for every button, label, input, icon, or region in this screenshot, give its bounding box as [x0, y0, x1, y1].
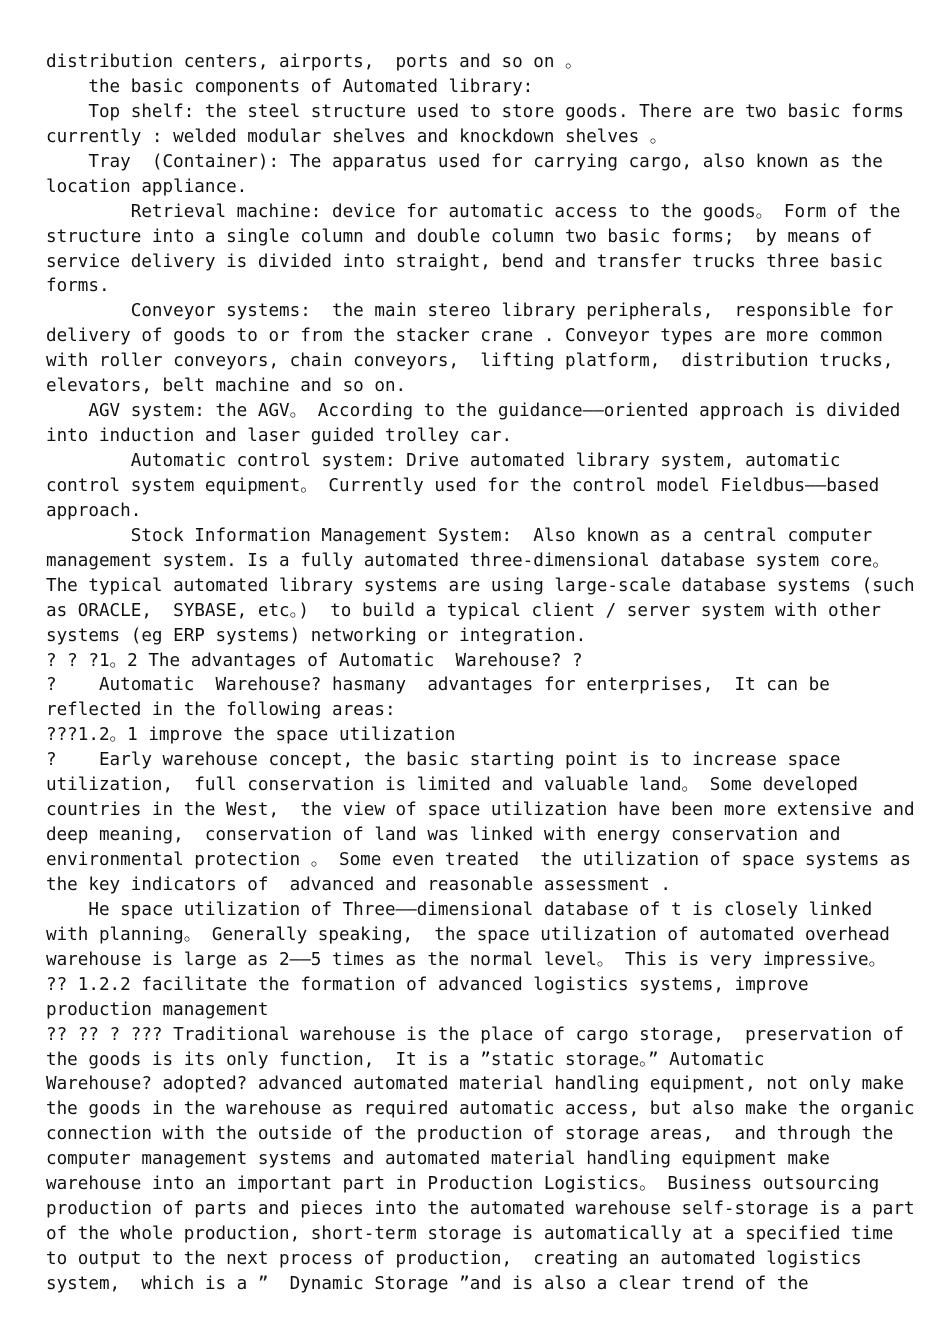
text-line: Tray (Container): The apparatus used for carrying cargo, also known as the [46, 151, 883, 172]
text-line: Automatic control system: Drive automated library system, automatic [46, 451, 841, 471]
text-line: Top shelf: the steel structure used to store goods. There are two basic forms [46, 101, 904, 122]
text-line: delivery of goods to or from the stacker crane . Conveyor types are more common [46, 326, 883, 347]
text-line: production of parts and pieces into the automated warehouse self-storage is a part [46, 1199, 915, 1220]
text-line: to output to the next process of production, creating an automated logistics [46, 1249, 862, 1269]
text-line: Warehouse? adopted? advanced automated material handling equipment, not only make [46, 1074, 904, 1095]
text-line: control system equipment。 Currently used for the control model Fieldbus——based [46, 475, 880, 496]
text-line: computer management systems and automated material handling equipment make [46, 1149, 830, 1170]
text-line: ? Automatic Warehouse? hasmany advantages for enterprises, It can be [46, 675, 830, 696]
text-line: service delivery is divided into straight, bend and transfer trucks three basic [46, 251, 883, 272]
text-line: currently : welded modular shelves and knockdown shelves 。 [46, 126, 668, 147]
text-line: system, which is a ” Dynamic Storage ”and is also a clear trend of the [46, 1273, 809, 1294]
text-line: AGV system: the AGV。 According to the guidance——oriented approach is divided [46, 401, 901, 422]
section-heading: ? ? ?1。2 The advantages of Automatic Warehouse? ? [46, 650, 583, 671]
text-line: approach. [46, 500, 142, 521]
text-line: reflected in the following areas: [46, 700, 396, 721]
text-line: Retrieval machine: device for automatic access to the goods。 Form of the [46, 201, 901, 222]
text-line: warehouse is large as 2——5 times as the normal level。 This is very impressive。 [46, 949, 887, 970]
text-line: Conveyor systems: the main stereo library peripherals, responsible for [46, 301, 894, 322]
text-line: the goods in the warehouse as required automatic access, but also make the organic [46, 1099, 915, 1120]
text-line: as ORACLE, SYBASE, etc。) to build a typical client / server system with other [46, 600, 881, 621]
text-line: systems (eg ERP systems) networking or integration. [46, 625, 587, 646]
text-line: structure into a single column and double column two basic forms; by means of [46, 226, 873, 247]
text-line: the key indicators of advanced and reasonable assessment . [46, 874, 671, 895]
text-line: warehouse into an important part in Production Logistics。 Business outsourcing [46, 1174, 880, 1195]
text-line: location appliance. [46, 176, 248, 197]
text-line: management system. Is a fully automated three-dimensional database system core。 [46, 550, 890, 571]
text-line: of the whole production, short-term storage is automatically at a specified time [46, 1224, 894, 1245]
text-line: ? Early warehouse concept, the basic starting point is to increase space [46, 750, 841, 771]
section-heading: ?? 1.2.2 facilitate the formation of advanced logistics systems, improve [46, 974, 809, 995]
text-line: ?? ?? ? ??? Traditional warehouse is the place of cargo storage, preservation of [46, 1024, 904, 1045]
text-line: The typical automated library systems are using large-scale database systems (such [46, 575, 915, 596]
text-line: connection with the outside of the production of storage areas, and through the [46, 1124, 894, 1145]
text-line: countries in the West, the view of space utilization have been more extensive and [46, 800, 915, 821]
document-page [46, 50, 916, 1297]
text-line: utilization, full conservation is limited and valuable land。 Some developed [46, 775, 859, 796]
text-line: environmental protection 。 Some even treated the utilization of space systems as [46, 850, 911, 870]
text-line: distribution centers, airports, ports and so on 。 [46, 52, 583, 72]
text-line: with roller conveyors, chain conveyors, lifting platform, distribution trucks, [46, 351, 894, 372]
text-line: elevators, belt machine and so on. [46, 376, 407, 397]
text-line: Stock Information Management System: Also known as a central computer [46, 525, 873, 546]
text-line: the goods is its only function, It is a ”static storage。” Automatic [46, 1049, 765, 1070]
text-line: the basic components of Automated library: [46, 76, 534, 97]
text-line: into induction and laser guided trolley car. [46, 426, 513, 447]
text-line: He space utilization of Three——dimensional database of t is closely linked [46, 899, 873, 920]
text-line: deep meaning, conservation of land was linked with energy conservation and [46, 825, 841, 846]
text-line: with planning。 Generally speaking, the space utilization of automated overhead [46, 924, 890, 945]
text-line: forms. [46, 276, 110, 297]
section-heading: production management [46, 999, 269, 1020]
section-heading: ???1.2。1 improve the space utilization [46, 725, 456, 746]
